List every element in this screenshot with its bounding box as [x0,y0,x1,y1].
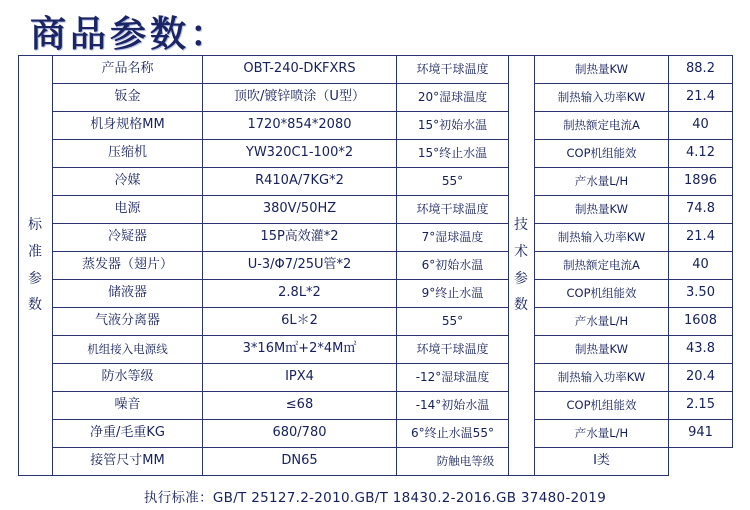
table-row [19,336,397,364]
technical-parameters-table [396,55,733,476]
perf-label: 制热输入功率KW [535,84,669,112]
param-name: 净重/毛重KG [53,420,203,448]
param-name: 压缩机 [53,140,203,168]
param-name: 冷疑器 [53,224,203,252]
technical-parameters-side-label: 技术参数 [509,56,535,476]
param-value: R410A/7KG*2 [203,168,397,196]
condition-cell: 9°终止水温 [397,280,509,308]
perf-label: 制热输入功率KW [535,364,669,392]
param-value: 680/780 [203,420,397,448]
perf-value: 21.4 [669,84,733,112]
perf-label: COP机组能效 [535,280,669,308]
param-name: 蒸发器（翅片） [53,252,203,280]
param-name: 储液器 [53,280,203,308]
param-name: 钣金 [53,84,203,112]
table-row [397,168,733,196]
param-value: 6L＊2 [203,308,397,336]
condition-cell: 环境干球温度 [397,336,509,364]
condition-cell: 55° [397,168,509,196]
param-value: YW320C1-100*2 [203,140,397,168]
table-row [19,448,397,476]
standard-parameters-side-label: 标准参数 [19,56,53,476]
table-row [397,84,733,112]
perf-label: 制热量KW [535,336,669,364]
table-row [19,308,397,336]
perf-value: 1896 [669,168,733,196]
param-value: DN65 [203,448,397,476]
perf-label: 制热量KW [535,56,669,84]
condition-cell: -12°湿球温度 [397,364,509,392]
perf-value: 1608 [669,308,733,336]
perf-label: 制热输入功率KW [535,224,669,252]
perf-value: 40 [669,112,733,140]
table-row [19,420,397,448]
perf-label: 制热额定电流A [535,252,669,280]
param-name: 机身规格MM [53,112,203,140]
table-row [19,224,397,252]
perf-label: COP机组能效 [535,392,669,420]
table-row [397,280,733,308]
table-row [19,168,397,196]
perf-label: COP机组能效 [535,140,669,168]
table-row [19,252,397,280]
perf-value: 2.15 [669,392,733,420]
param-name: 防水等级 [53,364,203,392]
perf-label: 产水量L/H [535,168,669,196]
condition-cell: 15°终止水温 [397,140,509,168]
standards-footer: 执行标准：GB/T 25127.2-2010.GB/T 18430.2-2016.GB 37480-2019 [143,490,607,506]
condition-cell: 7°湿球温度 [397,224,509,252]
condition-cell: 15°初始水温 [397,112,509,140]
param-value: 3*16M㎡+2*4M㎡ [203,336,397,364]
table-row [397,364,733,392]
param-name: 噪音 [53,392,203,420]
perf-value: 20.4 [669,364,733,392]
param-name: 产品名称 [53,56,203,84]
table-row [19,112,397,140]
table-row [397,56,733,84]
condition-cell: 环境干球温度 [397,196,509,224]
perf-value: 3.50 [669,280,733,308]
table-row [397,336,733,364]
param-name: 机组接入电源线 [53,336,203,364]
table-row [397,112,733,140]
standard-parameters-table [18,55,397,476]
final-row-value: I类 [535,448,669,476]
condition-cell: 6°初始水温 [397,252,509,280]
perf-value: 43.8 [669,336,733,364]
param-name: 电源 [53,196,203,224]
param-name: 气液分离器 [53,308,203,336]
param-value: ≤68 [203,392,397,420]
condition-cell: 20°湿球温度 [397,84,509,112]
table-row [19,140,397,168]
perf-value: 21.4 [669,224,733,252]
condition-cell: 6°终止水温55° [397,420,509,448]
table-row [397,224,733,252]
perf-label: 产水量L/H [535,308,669,336]
final-row-label: 防触电等级 [397,448,535,476]
param-name: 接管尺寸MM [53,448,203,476]
perf-label: 产水量L/H [535,420,669,448]
table-row [19,56,397,84]
table-row [19,392,397,420]
table-row [397,196,733,224]
param-value: U-3/Φ7/25U管*2 [203,252,397,280]
param-value: 2.8L*2 [203,280,397,308]
table-row [19,280,397,308]
perf-value: 40 [669,252,733,280]
table-row [397,252,733,280]
condition-cell: -14°初始水温 [397,392,509,420]
condition-cell: 环境干球温度 [397,56,509,84]
perf-value: 941 [669,420,733,448]
perf-value: 74.8 [669,196,733,224]
table-row [397,308,733,336]
table-row [397,420,733,448]
perf-label: 制热额定电流A [535,112,669,140]
perf-value: 88.2 [669,56,733,84]
table-row [397,392,733,420]
page-title: 商品参数： [30,13,231,55]
param-value: 顶吹/镀锌喷涂（U型） [203,84,397,112]
perf-value: 4.12 [669,140,733,168]
param-name: 冷媒 [53,168,203,196]
param-value: IPX4 [203,364,397,392]
table-row [19,196,397,224]
condition-cell: 55° [397,308,509,336]
table-row [19,364,397,392]
table-row [397,140,733,168]
perf-label: 制热量KW [535,196,669,224]
table-row [19,84,397,112]
param-value: OBT-240-DKFXRS [203,56,397,84]
param-value: 15P高效灌*2 [203,224,397,252]
table-row [397,448,733,476]
param-value: 380V/50HZ [203,196,397,224]
param-value: 1720*854*2080 [203,112,397,140]
